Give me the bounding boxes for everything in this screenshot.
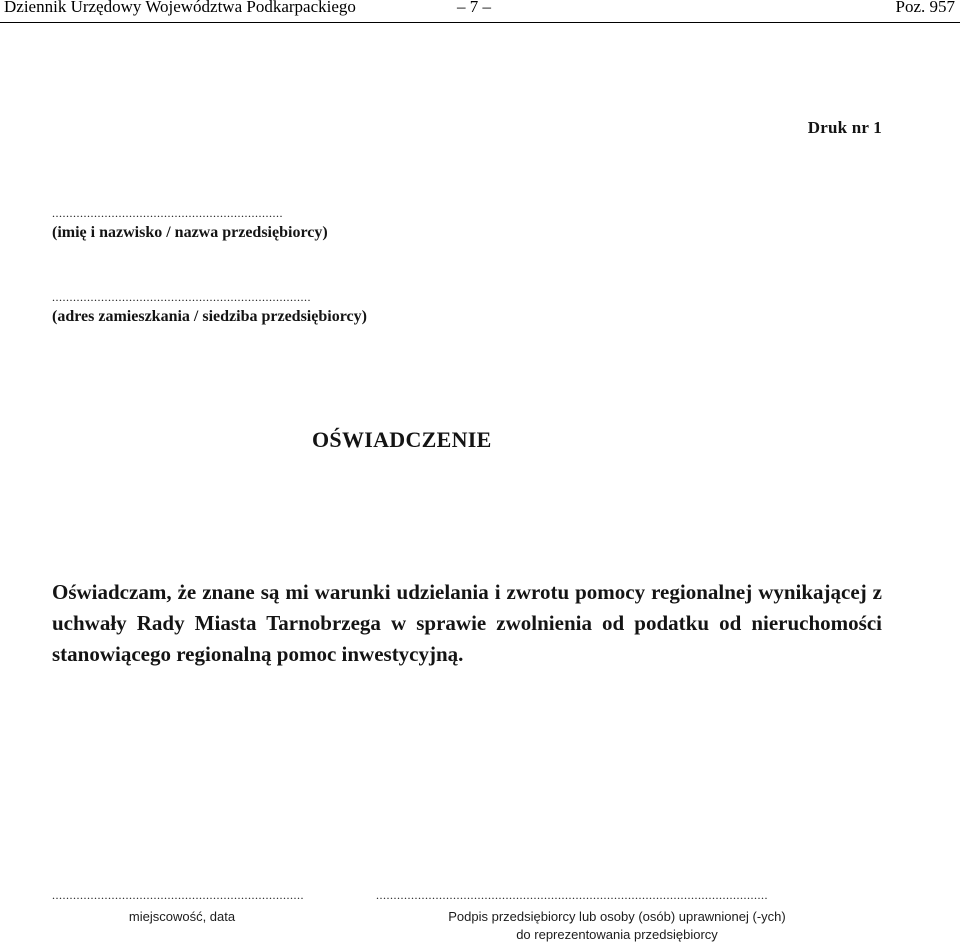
publication-title: Dziennik Urzędowy Województwa Podkarpackiego [4,0,356,16]
place-date-label: miejscowość, data [128,909,236,924]
signature-label [376,908,858,944]
name-field [52,208,328,242]
form-number: Druk nr 1 [807,118,882,137]
position-number: Poz. 957 [895,0,955,16]
signature-block [376,890,858,944]
page-number: – 7 – [457,0,491,16]
name-dotted-line: .................................................................. [52,208,283,218]
address-dotted-line: .......................................................................... [52,292,311,302]
signature-label-line-1: Podpis przedsiębiorcy lub osoby (osób) uprawnionej (-ych) [448,909,786,924]
name-field-label: (imię i nazwisko / nazwa przedsiębiorcy) [52,224,328,241]
document-title: OŚWIADCZENIE [312,427,492,452]
signature-label-line-2: do reprezentowania przedsiębiorcy [516,927,718,942]
page-header [0,0,960,23]
place-date-dotted-line: ........................................................................ [52,890,304,900]
address-field [52,292,367,326]
signature-dotted-line: ................................................................................................................ [376,890,768,900]
statement-text: Oświadczam, że znane są mi warunki udzielania i zwrotu pomocy regionalnej wynikającej z uchwały Rady Miasta Tarnobrzega w sprawie zwolnienia od podatku od nieruchomości stanowiącego regionalną pomoc inwestycyjną. [52,580,882,666]
address-field-label: (adres zamieszkania / siedziba przedsiębiorcy) [52,308,367,325]
place-date-block [52,890,312,926]
